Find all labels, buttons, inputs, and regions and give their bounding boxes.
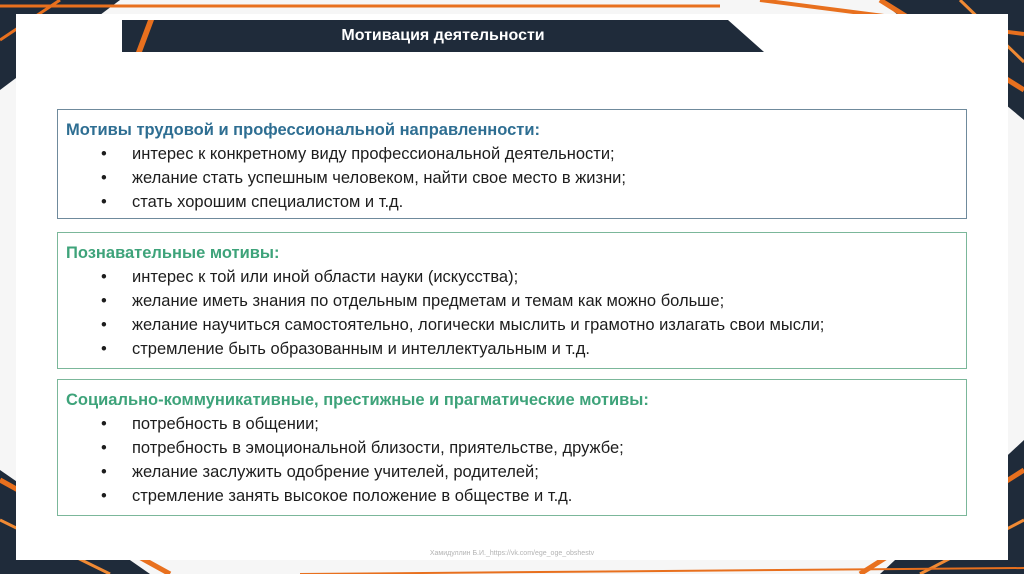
list-item-text: стремление быть образованным и интеллектуальным и т.д. (132, 340, 590, 358)
list-item-text: стремление занять высокое положение в обществе и т.д. (132, 487, 573, 505)
list-item-text: желание научиться самостоятельно, логически мыслить и грамотно излагать свои мысли; (132, 316, 825, 334)
list-item-text: потребность в общении; (132, 415, 319, 433)
list-item-text: стать хорошим специалистом и т.д. (132, 193, 404, 211)
section-heading: Познавательные мотивы: (66, 244, 280, 262)
section-work-motives (57, 109, 967, 219)
list-item-text: желание заслужить одобрение учителей, родителей; (132, 463, 539, 481)
list-item (66, 289, 956, 313)
bullet-list (66, 142, 956, 214)
list-item-text: интерес к конкретному виду профессиональной деятельности; (132, 145, 615, 163)
bullet-marker: • (101, 268, 107, 286)
list-item-text: интерес к той или иной области науки (искусства); (132, 268, 519, 286)
bullet-marker: • (101, 316, 107, 334)
list-item (66, 412, 956, 436)
list-item (66, 265, 956, 289)
bullet-marker: • (101, 292, 107, 310)
bullet-marker: • (101, 487, 107, 505)
bullet-marker: • (101, 193, 107, 211)
section-social-motives (57, 379, 967, 516)
bullet-list (66, 265, 956, 361)
bullet-marker: • (101, 340, 107, 358)
title-bar (122, 20, 764, 52)
bullet-marker: • (101, 463, 107, 481)
bullet-marker: • (101, 415, 107, 433)
section-heading: Социально-коммуникативные, престижные и прагматические мотивы: (66, 391, 649, 409)
list-item (66, 460, 956, 484)
list-item (66, 337, 956, 361)
list-item-text: желание стать успешным человеком, найти свое место в жизни; (132, 169, 626, 187)
list-item (66, 313, 956, 337)
list-item (66, 484, 956, 508)
bullet-marker: • (101, 439, 107, 457)
section-heading: Мотивы трудовой и профессиональной направленности: (66, 121, 541, 139)
list-item (66, 166, 956, 190)
section-cognitive-motives (57, 232, 967, 369)
list-item (66, 436, 956, 460)
list-item-text: потребность в эмоциональной близости, приятельстве, дружбе; (132, 439, 624, 457)
bullet-list (66, 412, 956, 508)
bullet-marker: • (101, 145, 107, 163)
list-item (66, 190, 956, 214)
footer-credit: Хамидуллин Б.И._https://vk.com/ege_oge_obshestv (429, 550, 595, 557)
bullet-marker: • (101, 169, 107, 187)
slide-title: Мотивация деятельности (341, 27, 545, 44)
list-item-text: желание иметь знания по отдельным предметам и темам как можно больше; (132, 292, 725, 310)
list-item (66, 142, 956, 166)
